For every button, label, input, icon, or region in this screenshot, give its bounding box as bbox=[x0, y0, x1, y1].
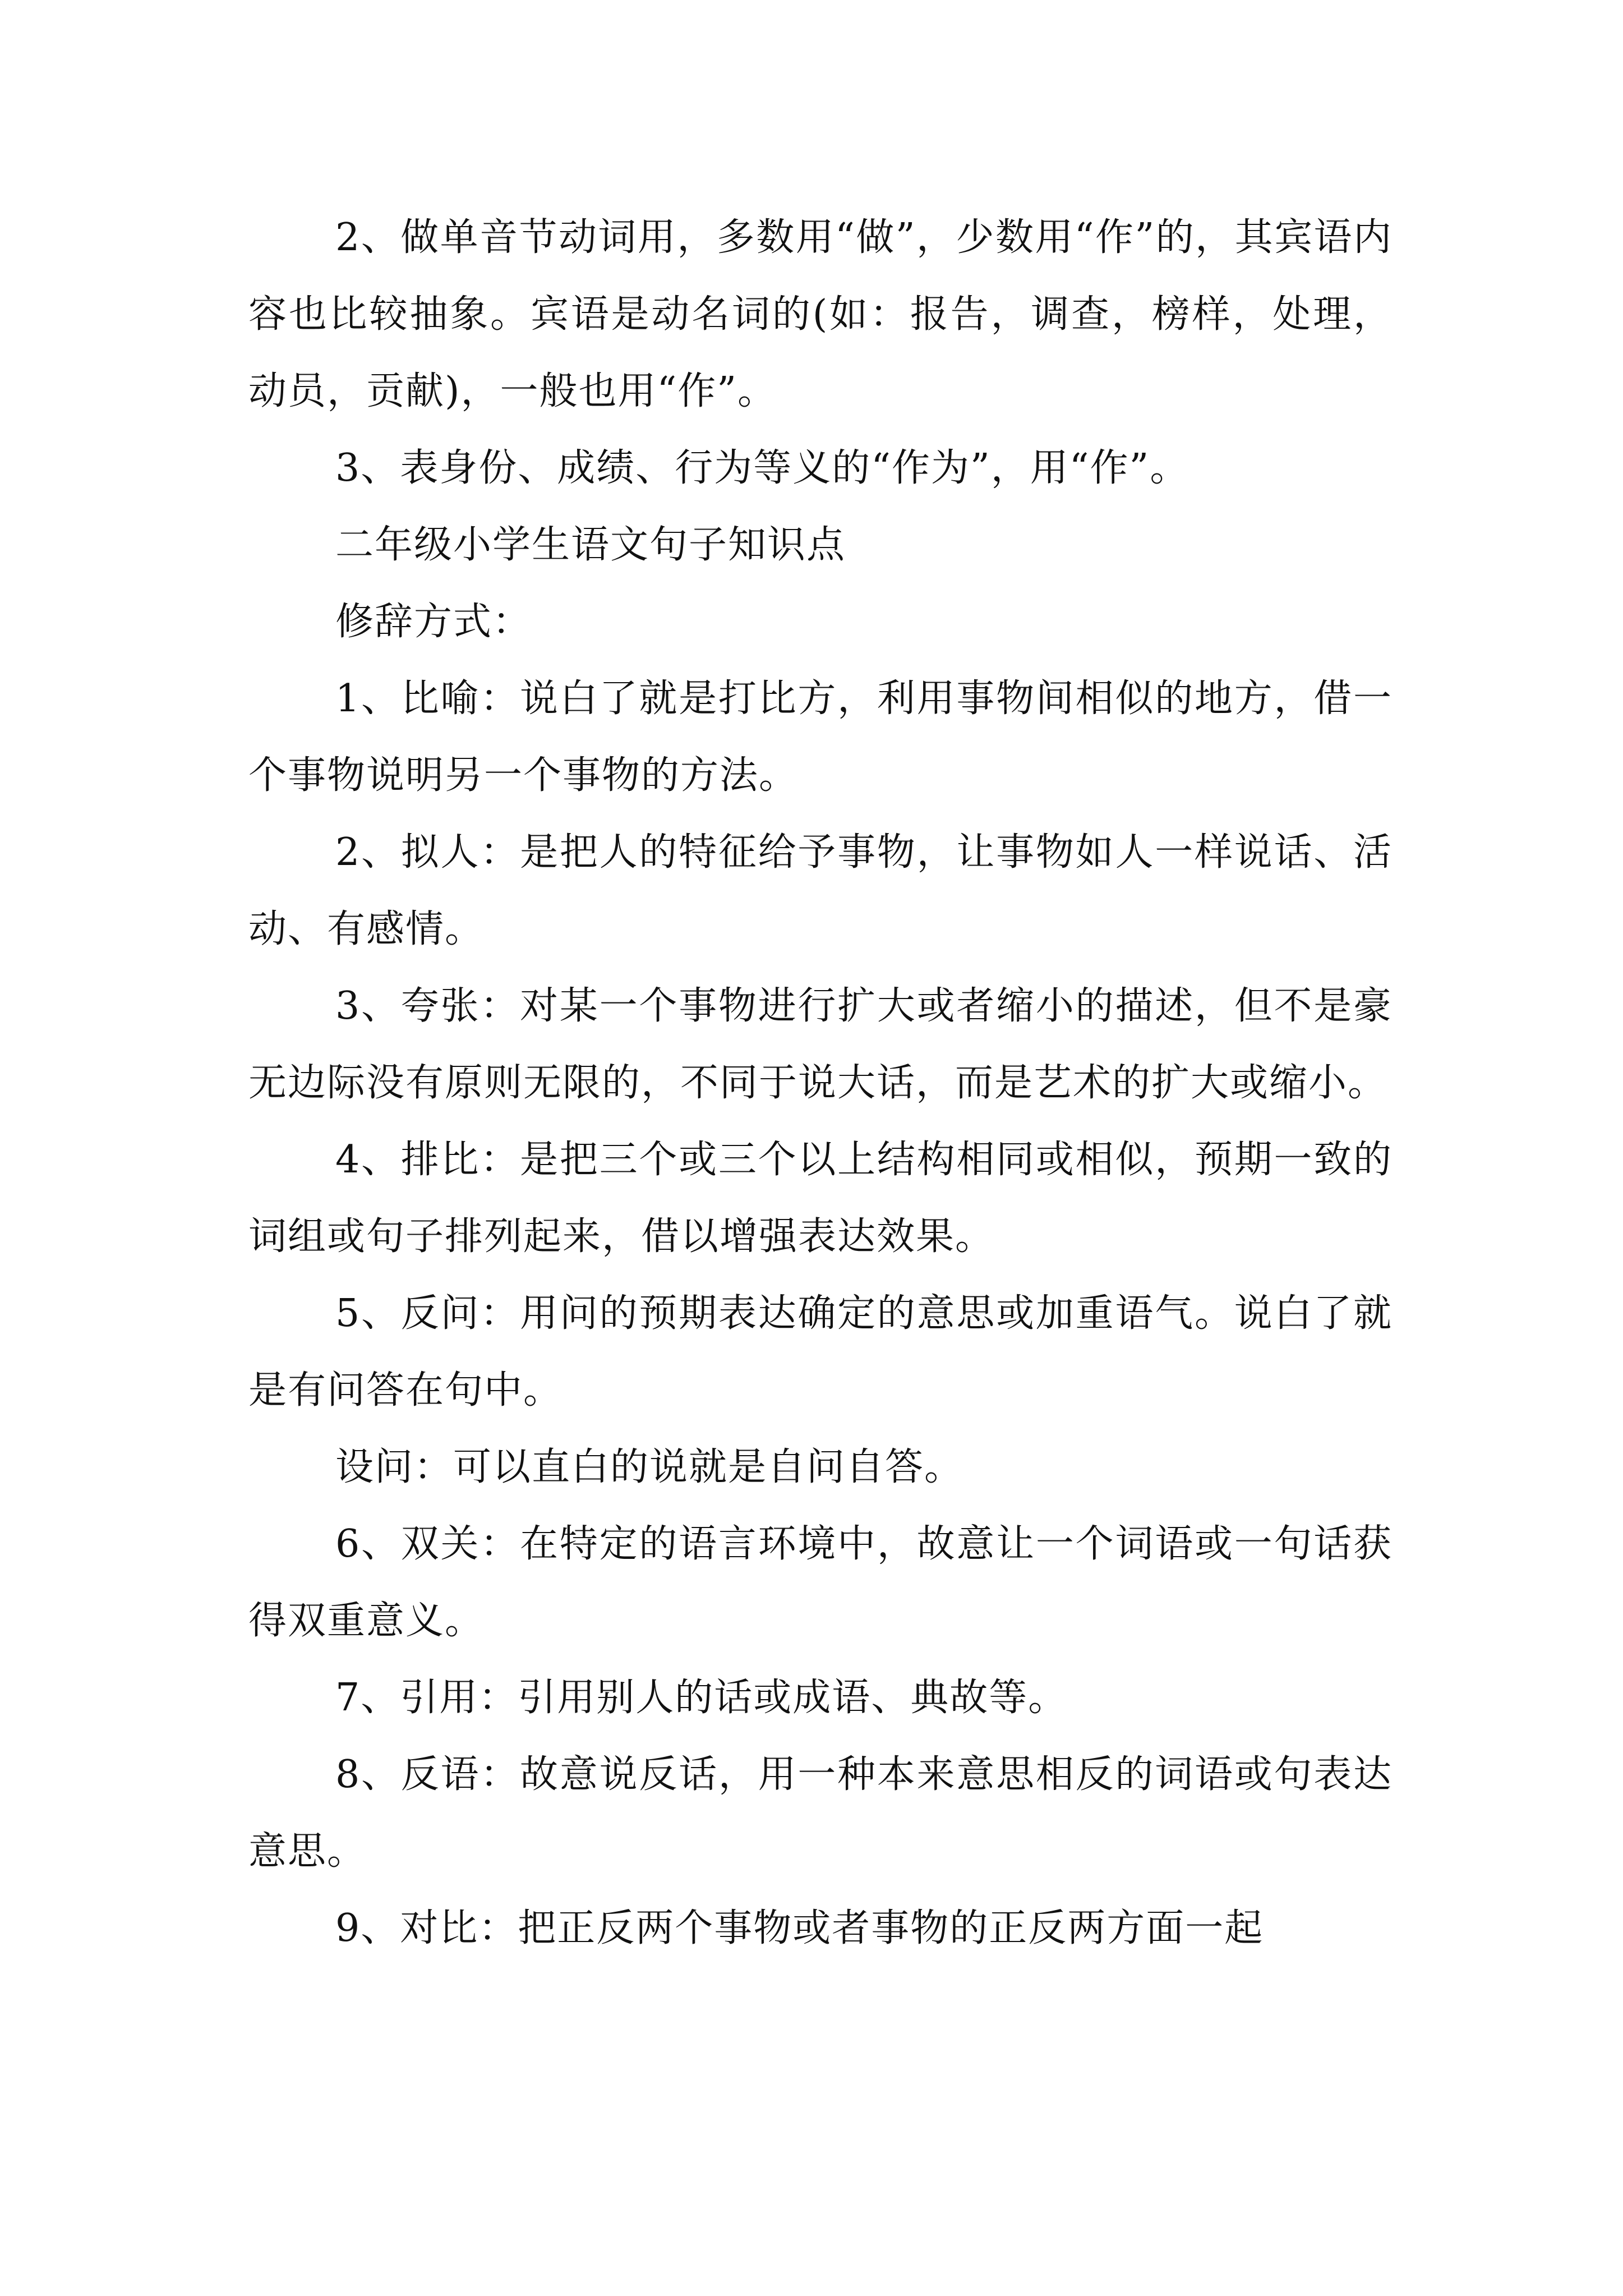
document-body bbox=[248, 199, 1393, 1967]
paragraph-irony: 8、反语：故意说反话，用一种本来意思相反的词语或句表达意思。 bbox=[248, 1752, 1393, 1874]
paragraph-hyperbole: 3、夸张：对某一个事物进行扩大或者缩小的描述，但不是豪无边际没有原则无限的，不同于说大话，而是艺术的扩大或缩小。 bbox=[248, 984, 1393, 1105]
section-heading: 二年级小学生语文句子知识点 bbox=[335, 523, 846, 567]
subheading-rhetoric: 修辞方式： bbox=[335, 600, 532, 644]
paragraph-quotation: 7、引用：引用别人的话或成语、典故等。 bbox=[335, 1676, 1068, 1720]
paragraph-zuo-verb-usage: 2、做单音节动词用，多数用“做”，少数用“作”的，其宾语内容也比较抽象。宾语是动名词的(如：报告，调查，榜样，处理，动员，贡献)，一般也用“作”。 bbox=[248, 215, 1393, 413]
paragraph-metaphor: 1、比喻：说白了就是打比方，利用事物间相似的地方，借一个事物说明另一个事物的方法。 bbox=[248, 677, 1393, 798]
paragraph-rhetorical-question: 5、反问：用问的预期表达确定的意思或加重语气。说白了就是有问答在句中。 bbox=[248, 1291, 1393, 1412]
paragraph-self-question: 设问：可以直白的说就是自问自答。 bbox=[335, 1445, 964, 1489]
paragraph-parallelism: 4、排比：是把三个或三个以上结构相同或相似，预期一致的词组或句子排列起来，借以增强表达效果。 bbox=[248, 1138, 1393, 1259]
paragraph-pun: 6、双关：在特定的语言环境中，故意让一个词语或一句话获得双重意义。 bbox=[248, 1522, 1393, 1643]
paragraph-zuowei-usage: 3、表身份、成绩、行为等义的“作为”，用“作”。 bbox=[335, 446, 1189, 490]
paragraph-contrast: 9、对比：把正反两个事物或者事物的正反两方面一起 bbox=[335, 1906, 1264, 1950]
paragraph-personification: 2、拟人：是把人的特征给予事物，让事物如人一样说话、活动、有感情。 bbox=[248, 830, 1393, 951]
